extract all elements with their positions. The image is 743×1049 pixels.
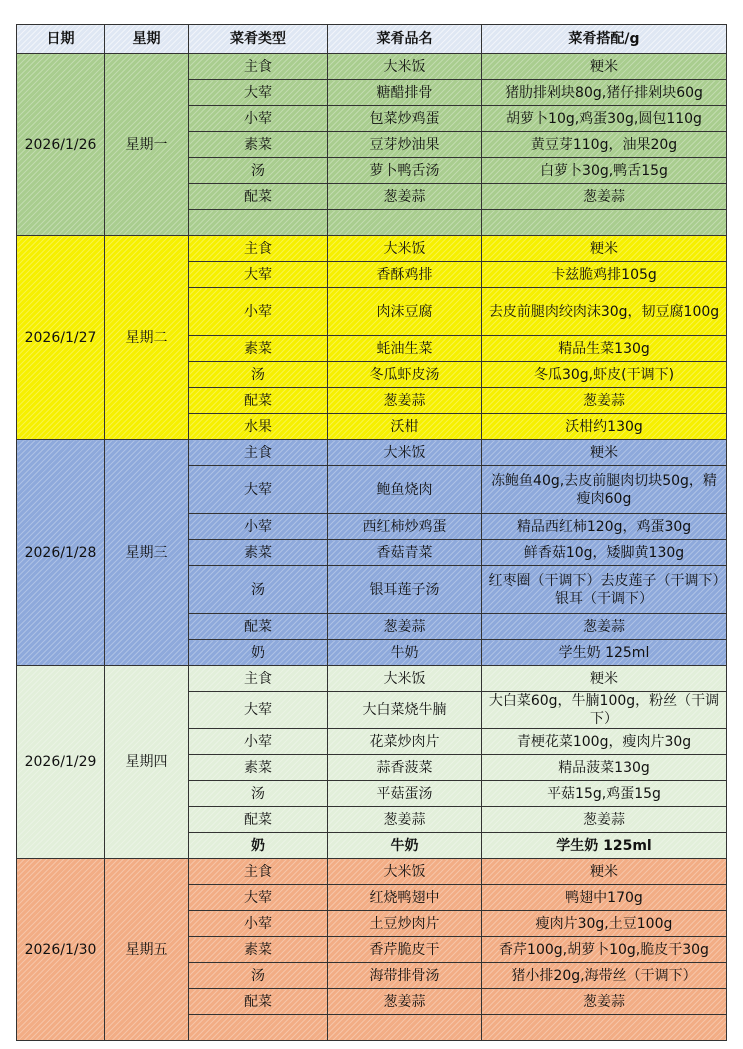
dish-type-cell: 水果 <box>189 414 328 440</box>
ingredients-cell: 猪小排20g,海带丝（干调下） <box>482 963 727 989</box>
table-row <box>17 54 727 80</box>
dish-type-cell <box>189 1015 328 1041</box>
weekday-cell: 星期三 <box>105 440 189 666</box>
dish-name-cell: 蚝油生菜 <box>328 336 482 362</box>
dish-name-cell: 糖醋排骨 <box>328 80 482 106</box>
dish-name-cell: 土豆炒肉片 <box>328 911 482 937</box>
header-dish-type: 菜肴类型 <box>189 25 328 54</box>
dish-type-cell: 汤 <box>189 781 328 807</box>
dish-name-cell: 豆芽炒油果 <box>328 132 482 158</box>
dish-name-cell: 葱姜蒜 <box>328 807 482 833</box>
day-group-wednesday <box>17 440 727 666</box>
ingredients-cell: 学生奶 125ml <box>482 833 727 859</box>
ingredients-cell: 卡兹脆鸡排105g <box>482 262 727 288</box>
dish-name-cell: 包菜炒鸡蛋 <box>328 106 482 132</box>
dish-type-cell: 大荤 <box>189 692 328 729</box>
menu-table <box>16 24 727 1041</box>
dish-name-cell: 肉沫豆腐 <box>328 288 482 336</box>
dish-name-cell <box>328 210 482 236</box>
dish-type-cell: 配菜 <box>189 388 328 414</box>
weekday-cell: 星期五 <box>105 859 189 1041</box>
ingredients-cell: 大白菜60g，牛腩100g，粉丝（干调下） <box>482 692 727 729</box>
weekday-cell: 星期一 <box>105 54 189 236</box>
ingredients-cell: 精品生菜130g <box>482 336 727 362</box>
dish-type-cell: 素菜 <box>189 540 328 566</box>
table-row <box>17 440 727 466</box>
ingredients-cell: 沃柑约130g <box>482 414 727 440</box>
dish-type-cell: 小荤 <box>189 106 328 132</box>
ingredients-cell: 去皮前腿肉绞肉沫30g，韧豆腐100g <box>482 288 727 336</box>
dish-name-cell: 牛奶 <box>328 640 482 666</box>
date-cell: 2026/1/30 <box>17 859 105 1041</box>
header-row <box>17 25 727 54</box>
dish-type-cell: 素菜 <box>189 336 328 362</box>
dish-name-cell: 银耳莲子汤 <box>328 566 482 614</box>
ingredients-cell: 黄豆芽110g，油果20g <box>482 132 727 158</box>
ingredients-cell: 葱姜蒜 <box>482 989 727 1015</box>
dish-name-cell: 葱姜蒜 <box>328 989 482 1015</box>
day-group-friday <box>17 859 727 1041</box>
ingredients-cell: 青梗花菜100g，瘦肉片30g <box>482 729 727 755</box>
dish-name-cell: 香酥鸡排 <box>328 262 482 288</box>
ingredients-cell: 粳米 <box>482 54 727 80</box>
ingredients-cell: 葱姜蒜 <box>482 388 727 414</box>
dish-name-cell: 牛奶 <box>328 833 482 859</box>
date-cell: 2026/1/26 <box>17 54 105 236</box>
dish-type-cell: 汤 <box>189 963 328 989</box>
ingredients-cell: 粳米 <box>482 859 727 885</box>
ingredients-cell: 鸭翅中170g <box>482 885 727 911</box>
ingredients-cell: 学生奶 125ml <box>482 640 727 666</box>
ingredients-cell: 香芹100g,胡萝卜10g,脆皮干30g <box>482 937 727 963</box>
dish-name-cell: 萝卜鸭舌汤 <box>328 158 482 184</box>
ingredients-cell: 粳米 <box>482 440 727 466</box>
header-date: 日期 <box>17 25 105 54</box>
dish-type-cell: 大荤 <box>189 466 328 514</box>
dish-name-cell: 大米饭 <box>328 440 482 466</box>
dish-type-cell: 主食 <box>189 440 328 466</box>
table-row <box>17 666 727 692</box>
header-dish-name: 菜肴品名 <box>328 25 482 54</box>
dish-type-cell: 大荤 <box>189 262 328 288</box>
dish-type-cell: 奶 <box>189 833 328 859</box>
day-group-tuesday <box>17 236 727 440</box>
dish-name-cell: 鲍鱼烧肉 <box>328 466 482 514</box>
weekday-cell: 星期二 <box>105 236 189 440</box>
dish-name-cell: 香菇青菜 <box>328 540 482 566</box>
ingredients-cell: 粳米 <box>482 666 727 692</box>
header-weekday: 星期 <box>105 25 189 54</box>
dish-name-cell: 西红柿炒鸡蛋 <box>328 514 482 540</box>
dish-name-cell: 冬瓜虾皮汤 <box>328 362 482 388</box>
dish-type-cell: 素菜 <box>189 132 328 158</box>
day-group-thursday <box>17 666 727 859</box>
table-row <box>17 236 727 262</box>
dish-type-cell: 小荤 <box>189 911 328 937</box>
day-group-monday <box>17 54 727 236</box>
dish-type-cell: 素菜 <box>189 937 328 963</box>
dish-name-cell: 葱姜蒜 <box>328 184 482 210</box>
ingredients-cell: 冬瓜30g,虾皮(干调下) <box>482 362 727 388</box>
dish-type-cell: 汤 <box>189 362 328 388</box>
date-cell: 2026/1/29 <box>17 666 105 859</box>
ingredients-cell: 葱姜蒜 <box>482 184 727 210</box>
ingredients-cell: 精品西红柿120g，鸡蛋30g <box>482 514 727 540</box>
ingredients-cell: 冻鲍鱼40g,去皮前腿肉切块50g，精瘦肉60g <box>482 466 727 514</box>
dish-name-cell: 海带排骨汤 <box>328 963 482 989</box>
ingredients-cell: 白萝卜30g,鸭舌15g <box>482 158 727 184</box>
weekday-cell: 星期四 <box>105 666 189 859</box>
dish-type-cell: 小荤 <box>189 514 328 540</box>
ingredients-cell: 葱姜蒜 <box>482 614 727 640</box>
dish-type-cell: 小荤 <box>189 288 328 336</box>
dish-name-cell: 平菇蛋汤 <box>328 781 482 807</box>
dish-name-cell: 葱姜蒜 <box>328 614 482 640</box>
dish-type-cell: 主食 <box>189 54 328 80</box>
ingredients-cell <box>482 210 727 236</box>
dish-name-cell: 香芹脆皮干 <box>328 937 482 963</box>
dish-type-cell: 配菜 <box>189 184 328 210</box>
dish-type-cell: 配菜 <box>189 807 328 833</box>
dish-type-cell: 主食 <box>189 859 328 885</box>
dish-type-cell: 主食 <box>189 236 328 262</box>
dish-type-cell: 大荤 <box>189 885 328 911</box>
dish-type-cell: 主食 <box>189 666 328 692</box>
ingredients-cell <box>482 1015 727 1041</box>
dish-name-cell: 大米饭 <box>328 236 482 262</box>
ingredients-cell: 鲜香菇10g，矮脚黄130g <box>482 540 727 566</box>
dish-name-cell: 蒜香菠菜 <box>328 755 482 781</box>
dish-type-cell: 汤 <box>189 566 328 614</box>
table-row <box>17 859 727 885</box>
dish-type-cell: 素菜 <box>189 755 328 781</box>
dish-type-cell: 配菜 <box>189 614 328 640</box>
dish-name-cell: 花菜炒肉片 <box>328 729 482 755</box>
ingredients-cell: 平菇15g,鸡蛋15g <box>482 781 727 807</box>
dish-type-cell: 奶 <box>189 640 328 666</box>
dish-name-cell: 大米饭 <box>328 666 482 692</box>
dish-name-cell: 大米饭 <box>328 54 482 80</box>
dish-name-cell: 红烧鸭翅中 <box>328 885 482 911</box>
dish-name-cell: 沃柑 <box>328 414 482 440</box>
dish-type-cell: 配菜 <box>189 989 328 1015</box>
dish-type-cell: 小荤 <box>189 729 328 755</box>
dish-type-cell <box>189 210 328 236</box>
ingredients-cell: 猪肋排剁块80g,猪仔排剁块60g <box>482 80 727 106</box>
ingredients-cell: 红枣圈（干调下）去皮莲子（干调下）银耳（干调下） <box>482 566 727 614</box>
ingredients-cell: 瘦肉片30g,土豆100g <box>482 911 727 937</box>
dish-name-cell <box>328 1015 482 1041</box>
ingredients-cell: 粳米 <box>482 236 727 262</box>
dish-type-cell: 大荤 <box>189 80 328 106</box>
date-cell: 2026/1/27 <box>17 236 105 440</box>
ingredients-cell: 葱姜蒜 <box>482 807 727 833</box>
ingredients-cell: 胡萝卜10g,鸡蛋30g,圆包110g <box>482 106 727 132</box>
dish-name-cell: 葱姜蒜 <box>328 388 482 414</box>
dish-type-cell: 汤 <box>189 158 328 184</box>
header-ingredients: 菜肴搭配/g <box>482 25 727 54</box>
dish-name-cell: 大白菜烧牛腩 <box>328 692 482 729</box>
dish-name-cell: 大米饭 <box>328 859 482 885</box>
date-cell: 2026/1/28 <box>17 440 105 666</box>
ingredients-cell: 精品菠菜130g <box>482 755 727 781</box>
